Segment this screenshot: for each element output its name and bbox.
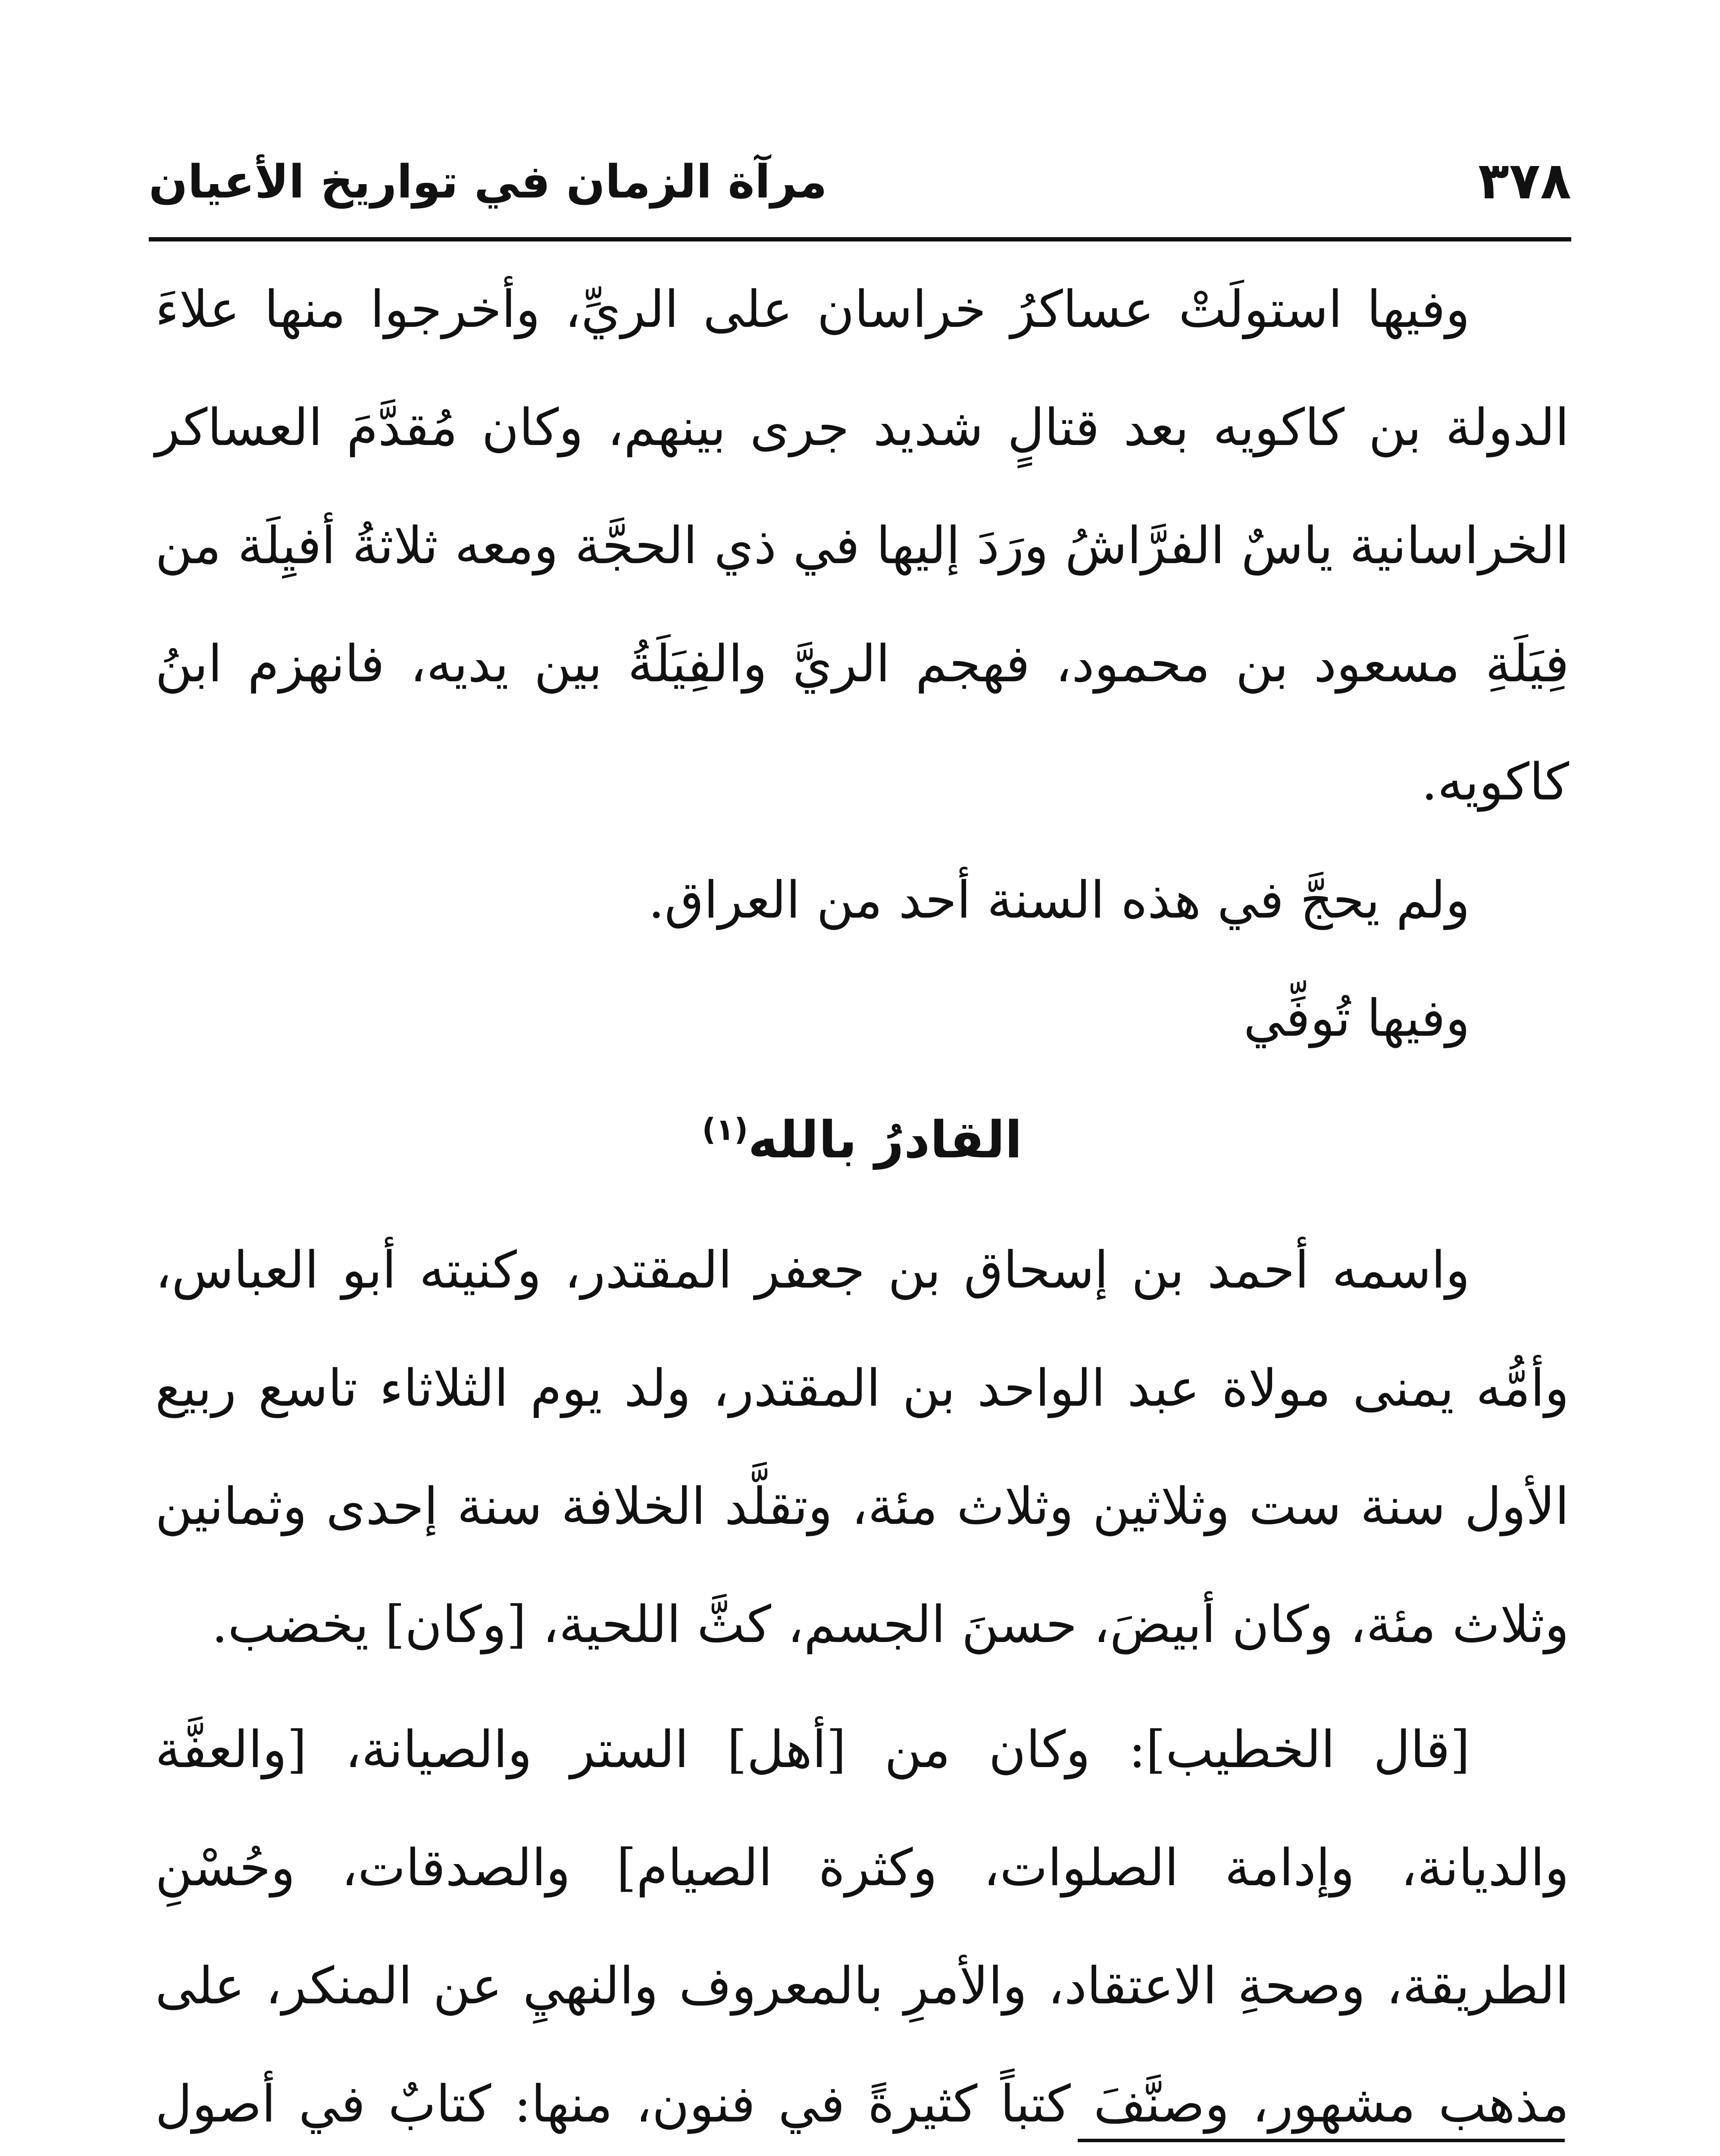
running-title: مرآة الزمان في تواريخ الأعيان: [149, 155, 827, 208]
paragraph-khatib-text: [قال الخطيب]: وكان من [أهل] الستر والصيانة، [والعفَّة والديانة، وإدامة الصلوات، وكثرة الصيام] والصدقات، وحُسْنِ الطريقة، وصحةِ الاعتقاد، والأمرِ بالمعروف والنهيِ عن المنكر، على مذهب مشهور، وصنَّفَ كتباً كثيرةً في فنون، منها: كتابٌ في أصول: [155, 1720, 1569, 2134]
paragraph-death: وفيها تُوفِّي: [1243, 988, 1470, 1048]
body-text: [155, 250, 1569, 2156]
paragraph-khatib: [155, 1690, 1569, 2156]
footnote-marker-1: (١): [702, 1112, 748, 1147]
section-heading-text: القادرُ بالله: [748, 1110, 1023, 1169]
paragraph-rayy: وفيها استولَتْ عساكرُ خراسان على الريِّ، وأخرجوا منها علاءَ الدولة بن كاكويه بعد قتالٍ شديد جرى بينهم، وكان مُقدَّمَ العساكر الخراسانية ياسٌ الفرَّاشُ ورَدَ إليها في ذي الحجَّة ومعه ثلاثةُ أفيِلَة من فِيَلَةِ مسعود بن محمود، فهجم الريَّ والفِيَلَةُ بين يديه، فانهزم ابنُ كاكويه.: [155, 279, 1569, 812]
footnote-divider: [1078, 2139, 1565, 2142]
page-header: [149, 129, 1571, 241]
paragraph-name: واسمه أحمد بن إسحاق بن جعفر المقتدر، وكنيته أبو العباس، وأمُّه يمنى مولاة عبد الواحد بن المقتدر، ولد يوم الثلاثاء تاسع ربيع الأول سنة ست وثلاثين وثلاث مئة، وتقلَّد الخلافة سنة إحدى وثمانين وثلاث مئة، وكان أبيضَ، حسنَ الجسم، كثَّ اللحية، [وكان] يخضب.: [155, 1240, 1569, 1654]
paragraph-hajj: ولم يحجَّ في هذه السنة أحد من العراق.: [648, 870, 1470, 930]
page-number: ٣٧٨: [1478, 151, 1571, 210]
section-heading: [155, 1086, 1569, 1194]
